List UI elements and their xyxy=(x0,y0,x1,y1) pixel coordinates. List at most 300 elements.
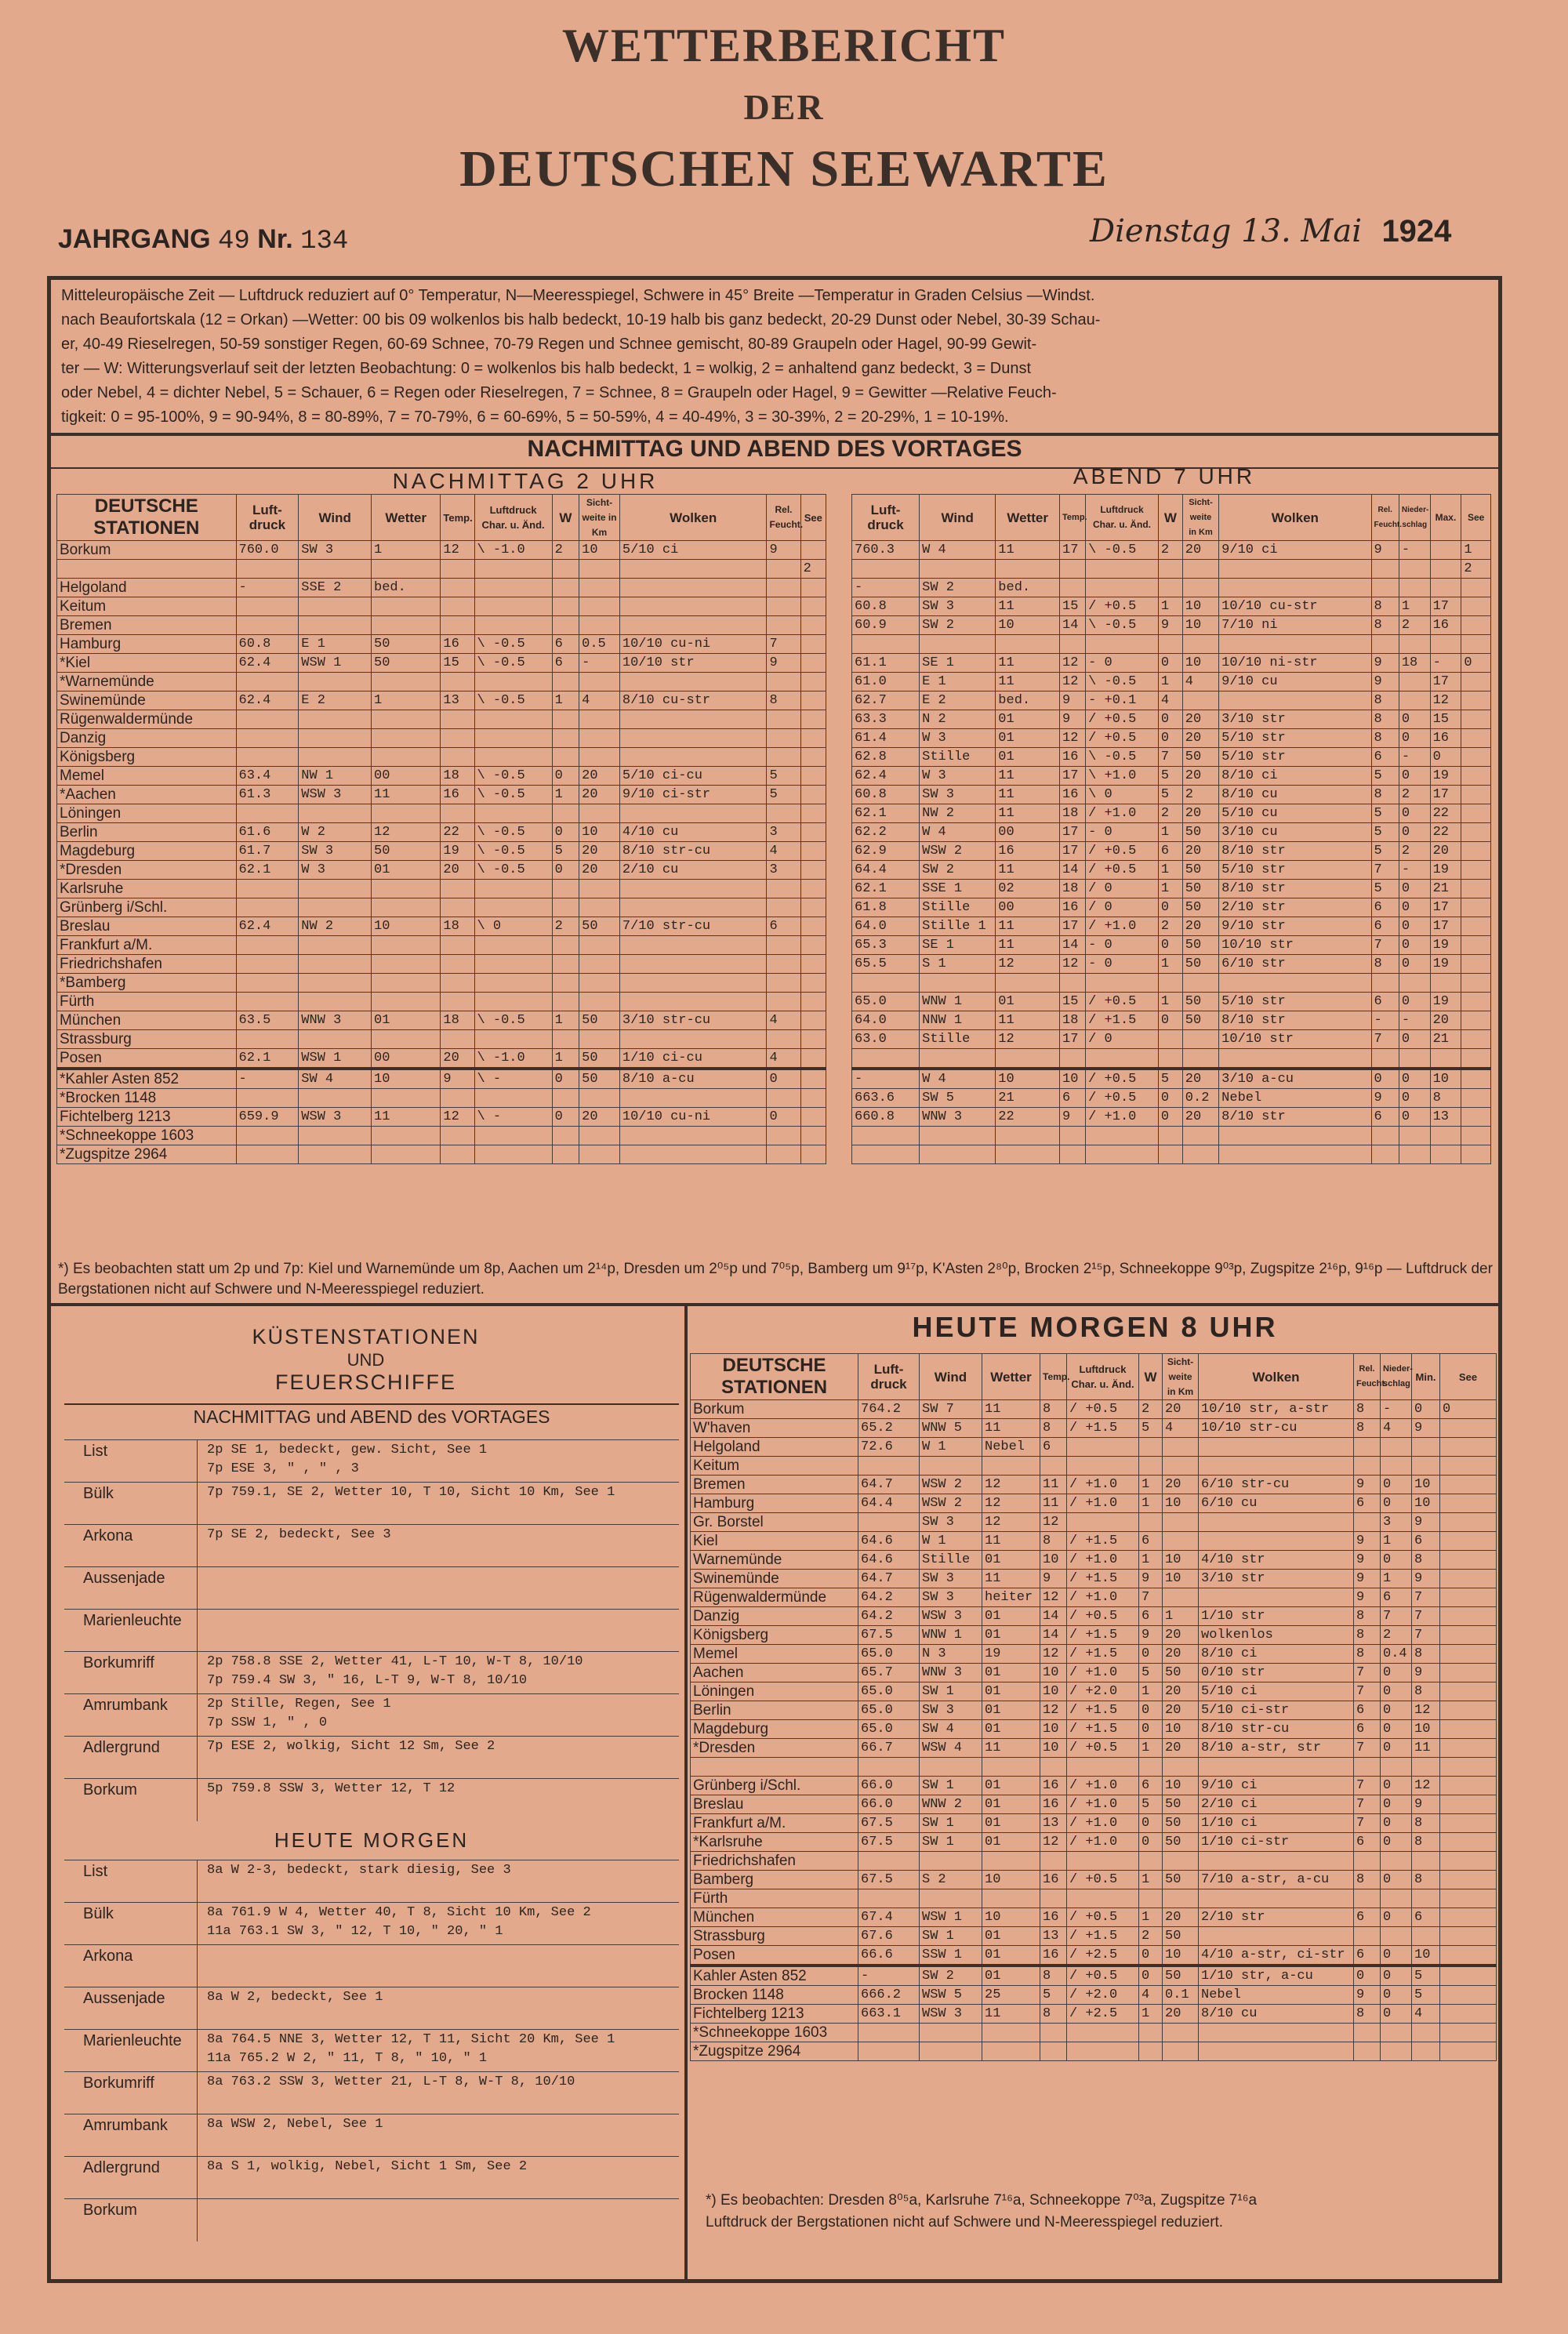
table-cell: 2/10 cu xyxy=(619,861,767,880)
table-cell: 19 xyxy=(1430,955,1461,974)
table-row xyxy=(57,710,826,729)
table-cell xyxy=(579,936,620,955)
table-cell xyxy=(579,748,620,767)
table-cell xyxy=(299,597,372,616)
divider xyxy=(684,1305,688,2283)
table-cell: 10 xyxy=(982,1871,1040,1889)
coastal-entry: 8a S 1, wolkig, Nebel, Sicht 1 Sm, See 2 xyxy=(207,2159,528,2174)
table-cell: 2/10 ci xyxy=(1199,1795,1354,1814)
table-cell: 9 xyxy=(1354,1551,1381,1570)
table-cell xyxy=(982,1457,1040,1476)
col-header: Sicht-weite in Km xyxy=(1182,495,1218,541)
table-cell: 1 xyxy=(1139,2005,1163,2024)
table-cell xyxy=(1182,635,1218,654)
table-cell: 12 xyxy=(996,1030,1060,1049)
table-cell xyxy=(441,710,474,729)
table-cell: 2 xyxy=(1139,1400,1163,1419)
table-cell xyxy=(767,597,800,616)
table-cell xyxy=(920,560,996,579)
table-cell xyxy=(858,1513,920,1532)
coastal-entry: 8a 763.2 SSW 3, Wetter 21, L-T 8, W-T 8, 10/10 xyxy=(207,2074,575,2089)
table-cell: 22 xyxy=(1430,804,1461,823)
table-cell: 4 xyxy=(767,1011,800,1030)
table-cell: 50 xyxy=(579,1049,620,1069)
table-cell: 5 xyxy=(1371,880,1399,898)
table-cell xyxy=(1040,2024,1067,2042)
table-cell: 17 xyxy=(1430,597,1461,616)
table-cell: 6 xyxy=(1371,898,1399,917)
table-cell xyxy=(236,1030,299,1049)
col-header: Wetter xyxy=(372,495,441,541)
table-cell xyxy=(619,560,767,579)
table-row xyxy=(57,541,826,560)
table-cell xyxy=(441,597,474,616)
table-cell xyxy=(552,993,579,1011)
table-cell: 21 xyxy=(996,1089,1060,1108)
station-name: Kahler Asten 852 xyxy=(691,1966,858,1986)
table-cell xyxy=(1158,635,1182,654)
table-cell: 8 xyxy=(1040,1532,1067,1551)
table-cell xyxy=(920,1889,982,1908)
table-cell: 9 xyxy=(1040,1570,1067,1588)
table-cell: 8/10 cu-str xyxy=(619,691,767,710)
table-cell: 64.7 xyxy=(858,1570,920,1588)
table-cell xyxy=(1040,1852,1067,1871)
table-cell: 0 xyxy=(1139,1645,1163,1664)
table-cell xyxy=(852,635,920,654)
station-name: Karlsruhe xyxy=(57,880,237,898)
col-header: Luftdruck Char. u. Änd. xyxy=(1086,495,1159,541)
legend-block: Mitteleuropäische Zeit — Luftdruck reduziert auf 0° Temperatur, N—Meeresspiegel, Schwere in 45° Breite —Temperatur in Graden Celsius —Windst. nach Beaufortskala (12 = Orkan) —Wetter: 00 bis 09 wolkenlos bis halb bedeckt, 10-19 halb bis ganz bedeckt, 20-29 Dunst oder Nebel, 30-39 Schau- er, 40-49 Rieselregen, 50-59 sonstiger Regen, 60-69 Schnee, 70-79 Regen und Schnee gemischt, 80-89 Graupeln oder Hagel, 90-99 Gewit- ter — W: Witterungsverlauf seit der letzten Beobachtung: 0 = wolkenlos bis halb bedeckt, 1 = wolkig, 2 = anhaltend ganz bedeckt, 3 = Dunst oder Nebel, 4 = dichter Nebel, 5 = Schauer, 6 = Regen oder Rieselregen, 7 = Schnee, 8 = Graupeln oder Hagel, 9 = Gewitter —Relative Feuch- tigkeit: 0 = 95-100%, 9 = 90-94%, 8 = 80-89%, 7 = 70-79%, 6 = 60-69%, 5 = 50-59%, 4 = 40-49%, 3 = 30-39%, 2 = 20-29%, 1 = 10-19%. xyxy=(61,287,1101,426)
table-row xyxy=(691,1645,1497,1664)
vortag-title: NACHMITTAG UND ABEND DES VORTAGES xyxy=(527,436,1022,462)
coastal-station-name: Aussenjade xyxy=(64,1567,198,1610)
table-cell xyxy=(1139,2024,1163,2042)
table-cell: SE 1 xyxy=(920,936,996,955)
station-name: Bremen xyxy=(691,1476,858,1494)
table-cell: 6/10 str xyxy=(1219,955,1371,974)
table-cell: 12 xyxy=(1412,1777,1440,1795)
table-cell xyxy=(1163,2024,1199,2042)
table-cell xyxy=(1381,1758,1412,1777)
table-cell: / +1.0 xyxy=(1067,1814,1139,1833)
table-cell xyxy=(552,1127,579,1145)
table-cell xyxy=(619,1127,767,1145)
station-name: München xyxy=(691,1908,858,1927)
coastal-station-name: Borkum xyxy=(64,2199,198,2241)
table-cell xyxy=(1371,560,1399,579)
table-cell: 0 xyxy=(1354,1966,1381,1986)
table-row xyxy=(57,936,826,955)
table-cell: \ -0.5 xyxy=(474,654,552,673)
table-cell: 18 xyxy=(441,767,474,786)
table-cell xyxy=(1461,597,1491,616)
table-cell: 8 xyxy=(1354,1626,1381,1645)
table-cell xyxy=(474,936,552,955)
col-header: Nieder-schlag xyxy=(1399,495,1430,541)
table-cell: 6 xyxy=(1371,993,1399,1011)
station-name: *Schneekoppe 1603 xyxy=(691,2024,858,2042)
table-cell: 16 xyxy=(1060,898,1086,917)
table-cell: 7 xyxy=(1158,748,1182,767)
table-cell: 13 xyxy=(441,691,474,710)
table-cell: 10 xyxy=(372,1069,441,1089)
table-cell: 5 xyxy=(1371,767,1399,786)
table-cell xyxy=(1086,560,1159,579)
table-cell xyxy=(579,955,620,974)
table-cell: 10 xyxy=(1060,1069,1086,1089)
table-cell: 6 xyxy=(1354,1908,1381,1927)
table-cell xyxy=(441,898,474,917)
table-cell: 50 xyxy=(1182,748,1218,767)
table-cell xyxy=(1381,2024,1412,2042)
table-cell xyxy=(1158,560,1182,579)
table-cell xyxy=(1158,974,1182,993)
coastal-station-row xyxy=(64,1609,679,1652)
table-cell xyxy=(767,1030,800,1049)
table-cell: 0 xyxy=(1399,936,1430,955)
table-cell: 4 xyxy=(1381,1419,1412,1438)
table-cell: 8/10 str xyxy=(1219,842,1371,861)
table-row xyxy=(852,1127,1491,1145)
table-cell xyxy=(372,804,441,823)
table-cell: 01 xyxy=(982,1720,1040,1739)
table-cell xyxy=(800,541,826,560)
table-cell xyxy=(1430,560,1461,579)
table-cell: 10/10 str xyxy=(619,654,767,673)
table-cell: / +1.5 xyxy=(1067,1532,1139,1551)
table-cell xyxy=(1440,1588,1497,1607)
table-row xyxy=(691,1833,1497,1852)
table-cell: WNW 3 xyxy=(299,1011,372,1030)
table-cell: 9 xyxy=(1139,1570,1163,1588)
table-cell: / +2.0 xyxy=(1067,1986,1139,2005)
table-cell: 0 xyxy=(1399,767,1430,786)
table-cell xyxy=(1399,1049,1430,1069)
table-cell: 12 xyxy=(1060,955,1086,974)
table-cell: W 2 xyxy=(299,823,372,842)
table-cell: 5/10 ci xyxy=(619,541,767,560)
table-cell xyxy=(1199,1852,1354,1871)
table-cell xyxy=(441,673,474,691)
table-cell: 7 xyxy=(1371,1030,1399,1049)
table-cell: 01 xyxy=(996,993,1060,1011)
table-cell: 50 xyxy=(579,1069,620,1089)
table-cell xyxy=(1412,1927,1440,1946)
table-cell xyxy=(1461,1089,1491,1108)
table-cell xyxy=(1354,2042,1381,2061)
table-cell: SW 2 xyxy=(920,861,996,880)
table-cell: 760.3 xyxy=(852,541,920,560)
masthead-title: WETTERBERICHT xyxy=(561,20,1007,71)
table-cell xyxy=(236,880,299,898)
table-cell: 67.6 xyxy=(858,1927,920,1946)
table-cell xyxy=(552,673,579,691)
station-name: *Dresden xyxy=(691,1739,858,1758)
coastal-station-row xyxy=(64,2071,679,2114)
table-cell xyxy=(1461,691,1491,710)
table-cell: 50 xyxy=(1182,1011,1218,1030)
table-cell: / +0.5 xyxy=(1086,710,1159,729)
table-cell: 0 xyxy=(1440,1400,1497,1419)
table-cell: 50 xyxy=(579,917,620,936)
coastal-station-name: Arkona xyxy=(64,1945,198,1987)
table-cell xyxy=(1040,1758,1067,1777)
table-row xyxy=(691,1777,1497,1795)
station-name xyxy=(57,560,237,579)
table-cell xyxy=(372,955,441,974)
table-cell: SE 1 xyxy=(920,654,996,673)
table-row xyxy=(57,1127,826,1145)
table-cell xyxy=(1461,616,1491,635)
table-cell: 17 xyxy=(1060,823,1086,842)
table-cell: 0 xyxy=(1399,955,1430,974)
table-cell: 0 xyxy=(552,861,579,880)
table-cell: 01 xyxy=(982,1946,1040,1966)
table-cell xyxy=(920,1758,982,1777)
table-cell: 18 xyxy=(1399,654,1430,673)
table-cell xyxy=(474,748,552,767)
table-cell xyxy=(858,1758,920,1777)
table-cell: \ -0.5 xyxy=(1086,673,1159,691)
table-cell: 16 xyxy=(1430,729,1461,748)
table-cell xyxy=(800,616,826,635)
table-cell xyxy=(474,993,552,1011)
table-cell: 64.7 xyxy=(858,1476,920,1494)
table-cell: 63.4 xyxy=(236,767,299,786)
station-name: Hamburg xyxy=(57,635,237,654)
table-cell: 4 xyxy=(1412,2005,1440,2024)
table-cell: 0 xyxy=(1381,1682,1412,1701)
table-row xyxy=(852,823,1491,842)
table-cell xyxy=(579,616,620,635)
heute-title: HEUTE MORGEN 8 UHR xyxy=(912,1311,1278,1343)
table-cell: 00 xyxy=(372,767,441,786)
table-cell: 0 xyxy=(1158,898,1182,917)
table-cell: WSW 1 xyxy=(299,1049,372,1069)
table-cell xyxy=(1199,1758,1354,1777)
table-cell: 0 xyxy=(1412,1400,1440,1419)
table-cell: / +1.0 xyxy=(1067,1551,1139,1570)
table-cell: 1 xyxy=(1139,1494,1163,1513)
table-cell: 11 xyxy=(982,1570,1040,1588)
table-cell xyxy=(1440,1494,1497,1513)
kuesten-title: KÜSTENSTATIONEN xyxy=(252,1325,480,1348)
table-cell xyxy=(800,597,826,616)
kuesten-title-feuerschiffe: FEUERSCHIFFE xyxy=(274,1370,456,1394)
table-cell: 9 xyxy=(1354,1570,1381,1588)
table-row xyxy=(691,1626,1497,1645)
table-cell: bed. xyxy=(996,691,1060,710)
table-cell: 10 xyxy=(1163,1494,1199,1513)
table-row xyxy=(852,616,1491,635)
table-cell: 7/10 str-cu xyxy=(619,917,767,936)
table-cell: 2 xyxy=(1399,616,1430,635)
station-name: *Aachen xyxy=(57,786,237,804)
table-cell: WNW 5 xyxy=(920,1419,982,1438)
col-header: See xyxy=(1440,1354,1497,1400)
table-cell xyxy=(1412,1852,1440,1871)
table-cell: 1 xyxy=(372,541,441,560)
table-cell: 50 xyxy=(1163,1664,1199,1682)
table-cell: 9 xyxy=(1371,1089,1399,1108)
station-name: Memel xyxy=(57,767,237,786)
table-cell: 8/10 a-cu xyxy=(619,1069,767,1089)
table-cell: 61.1 xyxy=(852,654,920,673)
table-cell: 65.3 xyxy=(852,936,920,955)
table-cell xyxy=(579,974,620,993)
table-cell: 2 xyxy=(1461,560,1491,579)
table-cell: - xyxy=(852,1069,920,1089)
table-cell xyxy=(579,1127,620,1145)
coastal-station-row xyxy=(64,1566,679,1610)
coastal-station-name: Marienleuchte xyxy=(64,2030,198,2072)
table-cell: 9 xyxy=(441,1069,474,1089)
col-header: Nieder-schlag xyxy=(1381,1354,1412,1400)
coastal-entry: 7p SE 2, bedeckt, See 3 xyxy=(207,1527,391,1542)
table-cell xyxy=(1354,1438,1381,1457)
table-cell xyxy=(1412,2024,1440,2042)
table-cell: 0 xyxy=(1158,654,1182,673)
table-cell xyxy=(236,974,299,993)
table-cell xyxy=(767,804,800,823)
table-cell: 10 xyxy=(1182,597,1218,616)
table-cell: 62.4 xyxy=(852,767,920,786)
station-name: Danzig xyxy=(57,729,237,748)
table-cell: 20 xyxy=(1163,1476,1199,1494)
table-cell: 9/10 ci xyxy=(1199,1777,1354,1795)
table-cell: 64.0 xyxy=(852,1011,920,1030)
table-cell xyxy=(800,1069,826,1089)
table-cell: 5 xyxy=(1412,1986,1440,2005)
table-cell: E 1 xyxy=(920,673,996,691)
coastal-entry: 8a 764.5 NNE 3, Wetter 12, T 11, Sicht 20 Km, See 1 xyxy=(207,2032,615,2047)
table-cell: 19 xyxy=(441,842,474,861)
table-cell: Stille 1 xyxy=(920,917,996,936)
table-cell: 8 xyxy=(1371,691,1399,710)
table-cell xyxy=(1371,579,1399,597)
table-cell: 8/10 str-cu xyxy=(1199,1720,1354,1739)
station-name: Fichtelberg 1213 xyxy=(691,2005,858,2024)
table-cell: 22 xyxy=(441,823,474,842)
table-cell xyxy=(1199,1438,1354,1457)
station-name: Keitum xyxy=(57,597,237,616)
table-cell: 10 xyxy=(982,1908,1040,1927)
table-cell: 0 xyxy=(767,1108,800,1127)
table-cell: 11 xyxy=(982,2005,1040,2024)
table-cell: Stille xyxy=(920,898,996,917)
table-cell: 0 xyxy=(552,823,579,842)
table-cell xyxy=(1440,1664,1497,1682)
table-cell: 61.6 xyxy=(236,823,299,842)
table-cell: 9 xyxy=(1060,1108,1086,1127)
table-cell xyxy=(1199,1588,1354,1607)
table-cell xyxy=(1440,1966,1497,1986)
table-cell: 22 xyxy=(1430,823,1461,842)
table-row xyxy=(852,597,1491,616)
table-cell xyxy=(579,1145,620,1164)
table-cell xyxy=(852,1049,920,1069)
table-cell xyxy=(1399,1127,1430,1145)
table-cell: 1 xyxy=(1158,993,1182,1011)
table-cell xyxy=(1139,1852,1163,1871)
table-cell: / +0.5 xyxy=(1086,729,1159,748)
table-cell: - 0 xyxy=(1086,936,1159,955)
table-cell xyxy=(767,729,800,748)
table-cell: Stille xyxy=(920,1551,982,1570)
col-header: Rel. Feucht. xyxy=(767,495,800,541)
table-cell: 9 xyxy=(1412,1419,1440,1438)
table-cell xyxy=(1067,1889,1139,1908)
table-cell: 8 xyxy=(1412,1833,1440,1852)
station-name: *Bamberg xyxy=(57,974,237,993)
table-cell: 10 xyxy=(1163,1777,1199,1795)
table-cell: 4 xyxy=(1139,1986,1163,2005)
table-cell: 13 xyxy=(1040,1927,1067,1946)
coastal-station-name: Aussenjade xyxy=(64,1987,198,2030)
table-row xyxy=(691,1927,1497,1946)
table-cell: 15 xyxy=(1430,710,1461,729)
table-cell: 20 xyxy=(579,1108,620,1127)
coastal-entry: 2p 758.8 SSE 2, Wetter 41, L-T 10, W-T 8, 10/10 xyxy=(207,1654,583,1669)
table-cell: / +1.5 xyxy=(1067,1701,1139,1720)
coastal-entry: 7p ESE 3, " , " , 3 xyxy=(207,1461,359,1476)
table-cell xyxy=(372,898,441,917)
table-row xyxy=(691,1720,1497,1739)
table-cell: 6 xyxy=(1354,1946,1381,1966)
table-cell xyxy=(1219,635,1371,654)
table-cell xyxy=(982,2024,1040,2042)
table-cell xyxy=(236,993,299,1011)
table-cell: 19 xyxy=(1430,767,1461,786)
table-cell: 11 xyxy=(996,541,1060,560)
table-row xyxy=(691,1871,1497,1889)
table-cell: 10 xyxy=(996,616,1060,635)
table-cell xyxy=(579,579,620,597)
table-cell: 2 xyxy=(1381,1626,1412,1645)
table-cell: 0 xyxy=(1399,1089,1430,1108)
station-name xyxy=(691,1758,858,1777)
table-cell: 10 xyxy=(1412,1720,1440,1739)
station-name: München xyxy=(57,1011,237,1030)
table-cell: 659.9 xyxy=(236,1108,299,1127)
table-cell: 6 xyxy=(1060,1089,1086,1108)
table-cell: / +1.0 xyxy=(1067,1777,1139,1795)
table-cell xyxy=(441,936,474,955)
table-cell: 10 xyxy=(1163,1946,1199,1966)
table-cell: 0 xyxy=(1139,1701,1163,1720)
table-cell: 1 xyxy=(1139,1739,1163,1758)
table-cell xyxy=(1371,1127,1399,1145)
coastal-entry: 2p SE 1, bedeckt, gew. Sicht, See 1 xyxy=(207,1443,488,1457)
table-cell xyxy=(1430,541,1461,560)
table-cell: 11 xyxy=(996,804,1060,823)
table-cell: 6/10 str-cu xyxy=(1199,1476,1354,1494)
table-cell xyxy=(982,2042,1040,2061)
table-cell xyxy=(579,993,620,1011)
table-cell: 0 xyxy=(1158,1089,1182,1108)
table-cell xyxy=(236,560,299,579)
table-cell xyxy=(619,579,767,597)
kuesten-subtitle: NACHMITTAG und ABEND des VORTAGES xyxy=(193,1407,550,1427)
table-cell: 6 xyxy=(1354,1833,1381,1852)
table-cell: / +1.0 xyxy=(1086,917,1159,936)
table-cell xyxy=(236,1145,299,1164)
table-cell xyxy=(1354,1852,1381,1871)
table-cell xyxy=(800,1011,826,1030)
table-cell: 62.4 xyxy=(236,654,299,673)
table-cell: 5 xyxy=(1412,1966,1440,1986)
